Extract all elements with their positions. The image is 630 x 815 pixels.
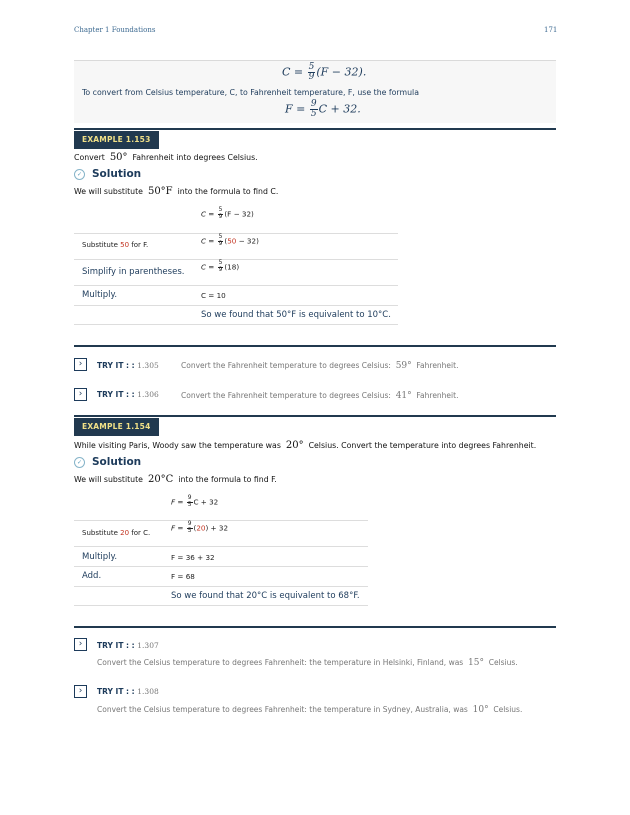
solution-heading: Solution [92,456,142,468]
step-label: Substitute 20 for C. [82,529,151,537]
solution-icon: ✓ [74,457,85,468]
try-it-text: Convert the Celsius temperature to degrees Fahrenheit: the temperature in Sydney, Australia, was 10° Celsius. [97,705,523,715]
section-rule [74,128,556,130]
table-divider [74,233,398,234]
try-it-text: Convert the Fahrenheit temperature to degrees Celsius: 59° Fahrenheit. [181,361,459,371]
try-it-label: TRY IT : : 1.306 [97,390,159,399]
step-expression: C = $\frac{5}{9}$ (F − 32) [201,207,254,220]
table-divider [74,546,368,547]
try-it-text: Convert the Fahrenheit temperature to degrees Celsius: 41° Fahrenheit. [181,391,459,401]
solution-icon: ✓ [74,169,85,180]
step-label: Multiply. [82,552,118,562]
conclusion: So we found that 20°C is equivalent to 68°F. [171,591,360,601]
formula-box [74,60,556,123]
table-divider [74,566,368,567]
table-divider [74,324,398,325]
expand-try-it-button[interactable]: › [74,685,87,698]
step-expression: C = 10 [201,291,226,300]
conclusion: So we found that 50°F is equivalent to 10°C. [201,310,391,320]
example-prompt: While visiting Paris, Woody saw the temperature was 20° Celsius. Convert the temperature into degrees Fahrenheit. [74,440,537,451]
try-it-label: TRY IT : : 1.305 [97,361,159,370]
table-divider [74,520,368,521]
section-rule [74,626,556,628]
section-rule [74,415,556,417]
page-number: 171 [544,26,558,34]
solution-heading: Solution [92,168,142,180]
step-label: Multiply. [82,290,118,300]
step-expression: C = $\frac{5}{9}$ (18) [201,260,240,273]
example-badge: EXAMPLE 1.154 [74,418,159,436]
step-label: Substitute 50 for F. [82,241,149,249]
step-expression: F = $\frac{9}{5}$ (20) + 32 [171,521,229,534]
substitution-text: We will substitute 20°C into the formula to find F. [74,474,277,485]
try-it-text: Convert the Celsius temperature to degrees Fahrenheit: the temperature in Helsinki, Finland, was 15° Celsius. [97,658,518,668]
table-divider [74,605,368,606]
intro-text: To convert from Celsius temperature, C, to Fahrenheit temperature, F, use the formula [82,88,419,97]
step-expression: C = $\frac{5}{9}$ (50 − 32) [201,234,259,247]
table-divider [74,285,398,286]
expand-try-it-button[interactable]: › [74,388,87,401]
try-it-label: TRY IT : : 1.308 [97,687,159,696]
substitution-text: We will substitute 50°F into the formula to find C. [74,186,279,197]
expand-try-it-button[interactable]: › [74,358,87,371]
expand-try-it-button[interactable]: › [74,638,87,651]
step-expression: F = 68 [171,572,195,581]
step-expression: F = $\frac{9}{5}$ C + 32 [171,495,219,508]
step-label: Simplify in parentheses. [82,267,185,277]
fahrenheit-formula: F = $\frac{9}{5}$ C + 32. [285,99,361,120]
step-expression: F = 36 + 32 [171,553,215,562]
celsius-formula: C = $\frac{5}{9}$ (F − 32). [282,62,367,83]
example-badge: EXAMPLE 1.153 [74,131,159,149]
table-divider [74,305,398,306]
example-prompt: Convert 50° Fahrenheit into degrees Celsius. [74,152,258,163]
chapter-title: Chapter 1 Foundations [74,26,156,34]
try-it-label: TRY IT : : 1.307 [97,641,159,650]
section-rule [74,345,556,347]
table-divider [74,586,368,587]
step-label: Add. [82,571,102,581]
table-divider [74,259,398,260]
